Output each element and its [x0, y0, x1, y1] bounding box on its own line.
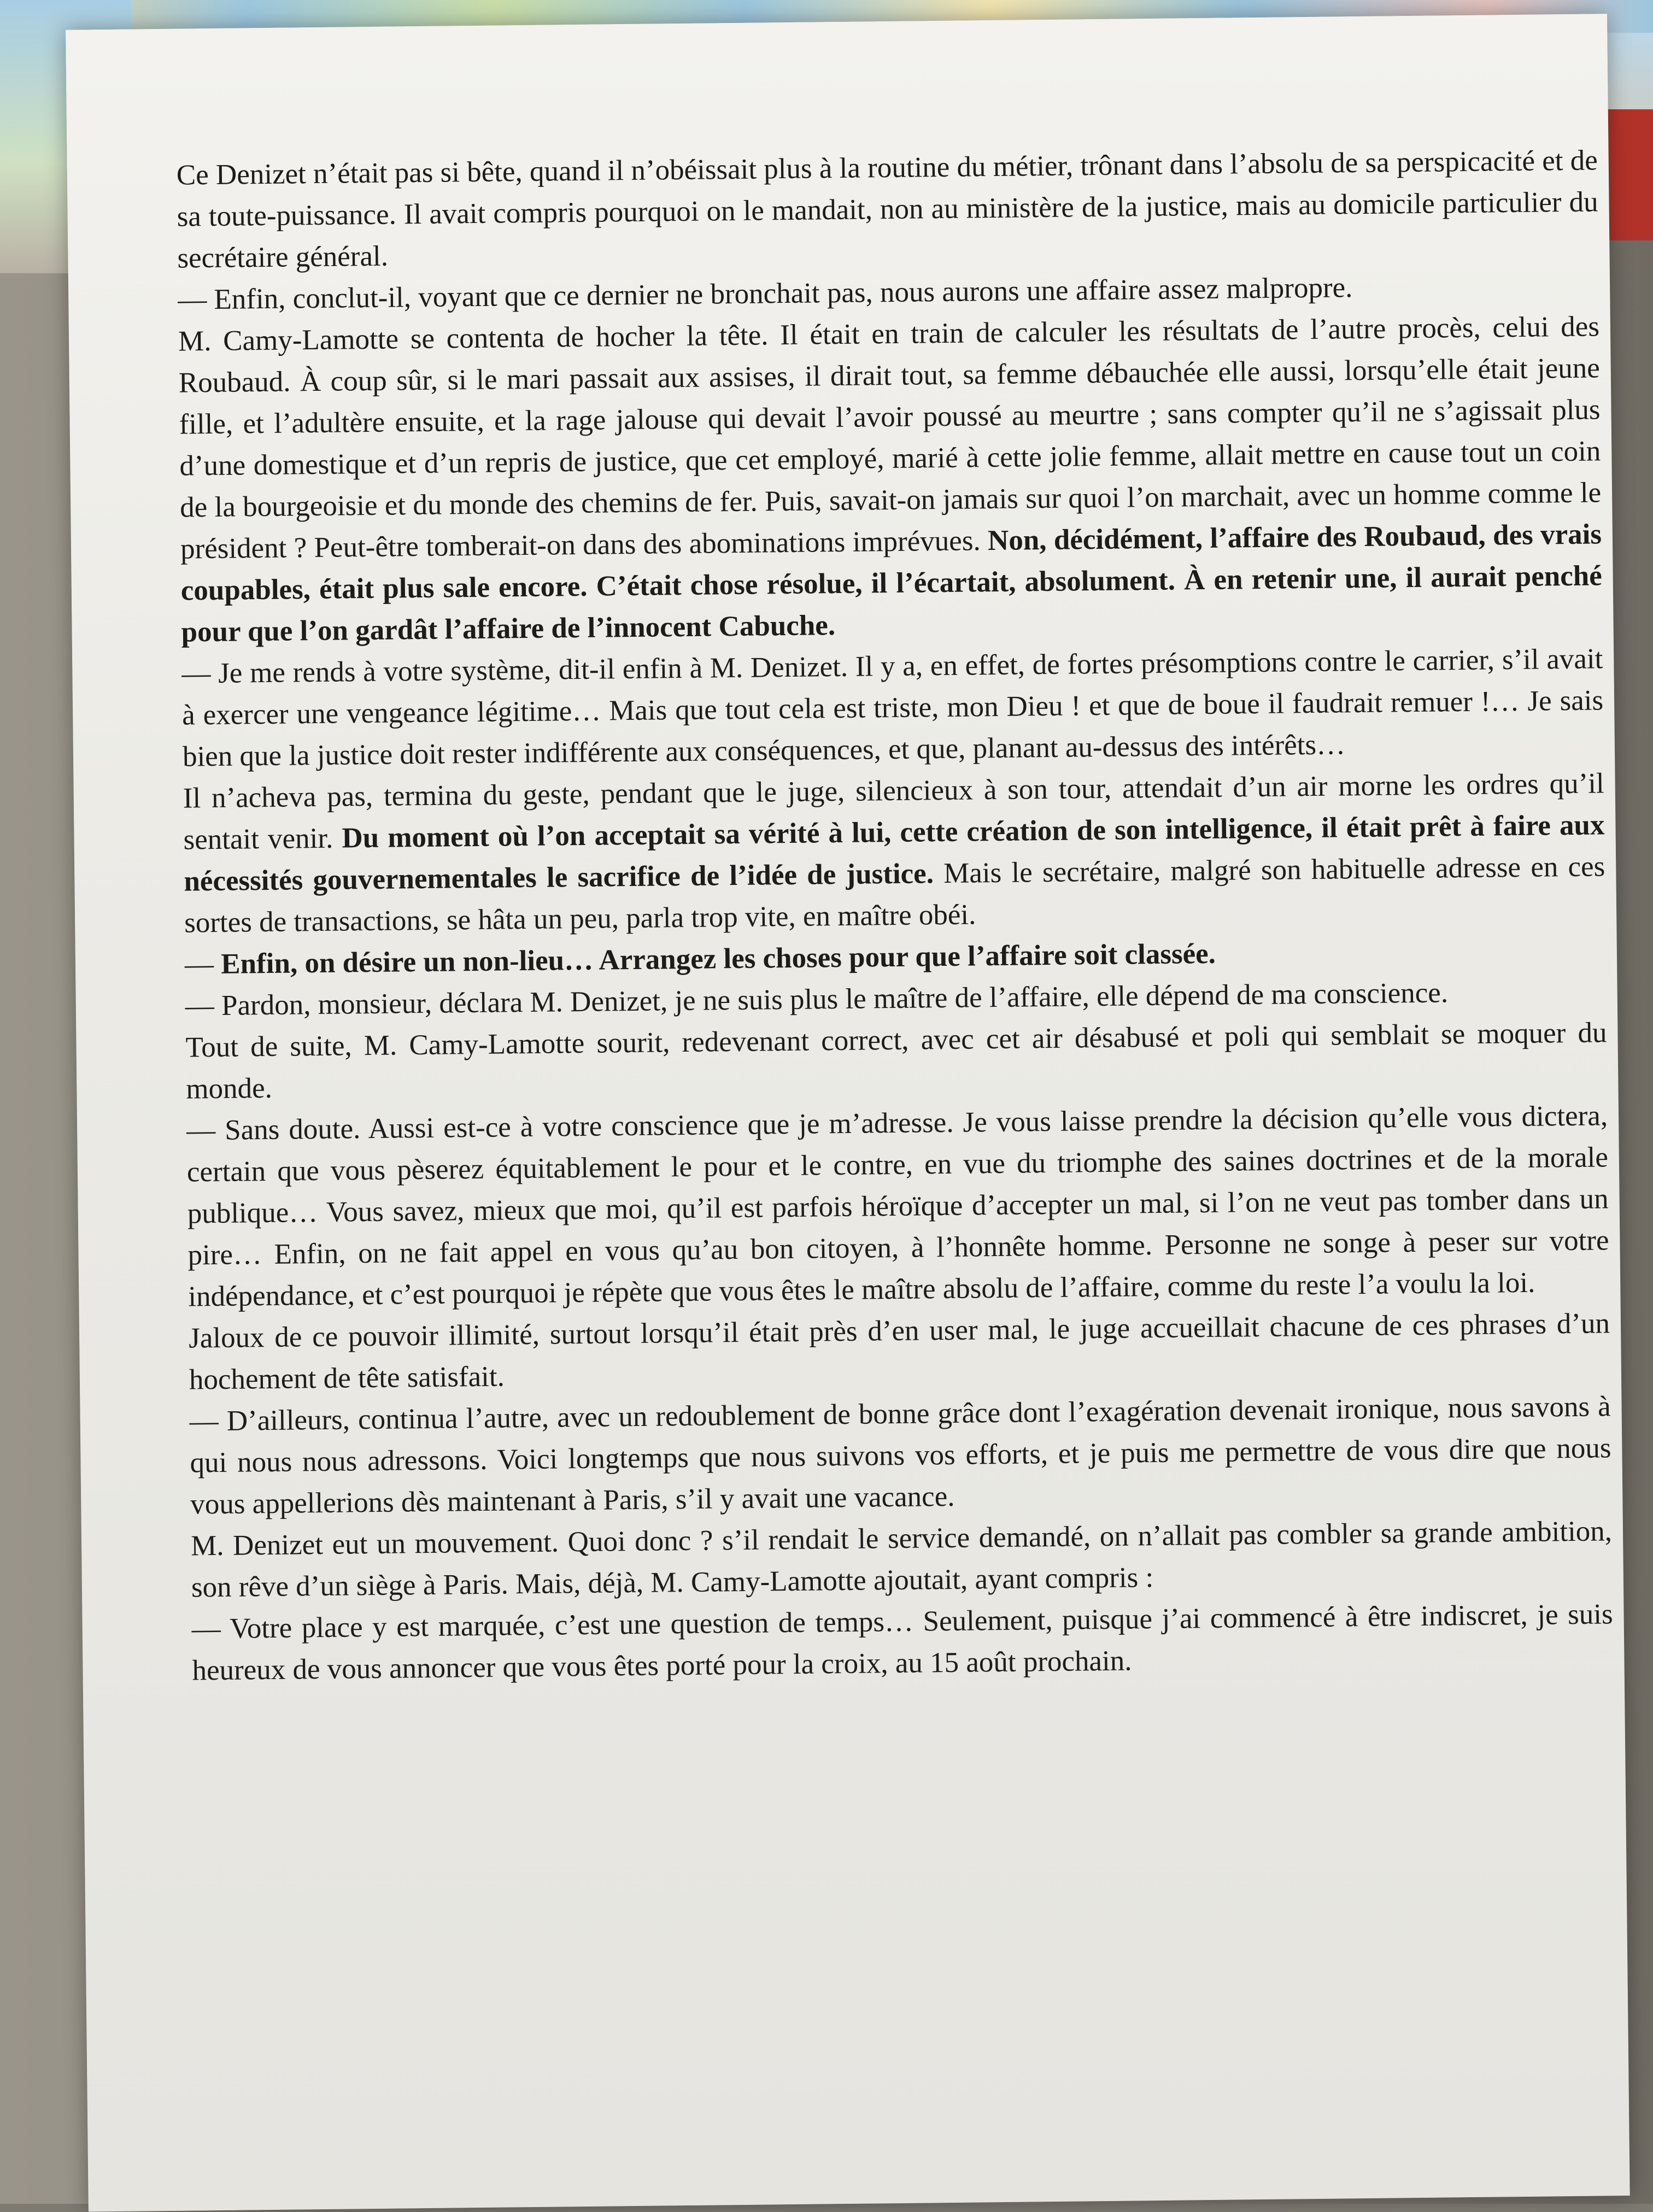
paragraph: — D’ailleurs, continua l’autre, avec un redoublement de bonne grâce dont l’exagération devenait ironique, nous savons à qui nous nous adressons. Voici longtemps que nous suivons vos efforts, et je puis me permettre de vous dire que nous vous appellerions dès maintenant à Paris, s’il y avait une vacance.: [189, 1390, 1611, 1521]
paragraph: — Enfin, conclut-il, voyant que ce dernier ne bronchait pas, nous aurons une affaire assez malpropre.: [177, 272, 1353, 316]
paragraph: M. Denizet eut un mouvement. Quoi donc ? s’il rendait le service demandé, on n’allait pas combler sa grande ambition, son rêve d’un siège à Paris. Mais, déjà, M. Camy-Lamotte ajoutait, ayant compris :: [190, 1515, 1613, 1604]
paragraph: Il n’acheva pas, termina du geste, pendant que le juge, silencieux à son tour, attendait d’un air morne les ordres qu’il sentait venir. Du moment où l’on acceptait sa vérité à lui, cette création de son intelligence, il était prêt à faire aux nécessités gouvernementales le sacrifice de l’idée de justice. Mais le secrétaire, malgré son habituelle adresse en ces sortes de transactions, se hâta un peu, parla trop vite, en maître obéi.: [183, 767, 1605, 939]
paragraph: Ce Denizet n’était pas si bête, quand il n’obéissait plus à la routine du métier, trônant dans l’absolu de sa perspicacité et de sa toute-puissance. Il avait compris pourquoi on le mandait, non au ministère de la justice, mais au domicile particulier du secrétaire général.: [176, 144, 1598, 274]
paragraph: — Sans doute. Aussi est-ce à votre conscience que je m’adresse. Je vous laisse prendre la décision qu’elle vous dictera, certain que vous pèserez équitablement le pour et le contre, en vue du triomphe des saines doctrines et de la morale publique… Vous savez, mieux que moi, qu’il est parfois héroïque d’accepter un mal, si l’on ne veut pas tomber dans un pire… Enfin, on ne fait appel en vous qu’au bon citoyen, à l’honnête homme. Personne ne songe à peser sur votre indépendance, et c’est pourquoi je répète que vous êtes le maître absolu de l’affaire, comme du reste l’a voulu la loi.: [186, 1100, 1609, 1313]
paragraph: — Je me rends à votre système, dit-il enfin à M. Denizet. Il y a, en effet, de fortes présomptions contre le carrier, s’il avait à exercer une vengeance légitime… Mais que tout cela est triste, mon Dieu ! et que de boue il faudrait remuer !… Je sais bien que la justice doit rester indifférente aux conséquences, et que, planant au-dessus des intérêts…: [181, 643, 1604, 773]
printed-page: [66, 14, 1630, 2211]
bold-passage: Non, décidément, l’affaire des Roubaud, des vrais coupables, était plus sale encore. C’était chose résolue, il l’écartait, absolument. À en retenir une, il aurait penché pour que l’on gardât l’affaire de l’innocent Cabuche.: [180, 518, 1602, 648]
bold-passage: Enfin, on désire un non-lieu… Arrangez les choses pour que l’affaire soit classée.: [220, 937, 1216, 980]
paragraph: — Pardon, monsieur, déclara M. Denizet, je ne suis plus le maître de l’affaire, elle dépend de ma conscience.: [185, 977, 1449, 1022]
paragraph: M. Camy-Lamotte se contenta de hocher la tête. Il était en train de calculer les résultats de l’autre procès, celui des Roubaud. À coup sûr, si le mari passait aux assises, il dirait tout, sa femme débauchée elle aussi, lorsqu’elle était jeune fille, et l’adultère ensuite, et la rage jalouse qui devait l’avoir poussé au meurtre ; sans compter qu’il ne s’agissait plus d’une domestique et d’un repris de justice, que cet employé, marié à cette jolie femme, allait mettre en cause tout un coin de la bourgeoisie et du monde des chemins de fer. Puis, savait-on jamais sur quoi l’on marchait, avec un homme comme le président ? Peut-être tomberait-on dans des abominations imprévues. Non, décidément, l’affaire des Roubaud, des vrais coupables, était plus sale encore. C’était chose résolue, il l’écartait, absolument. À en retenir une, il aurait penché pour que l’on gardât l’affaire de l’innocent Cabuche.: [178, 310, 1602, 648]
paragraph: — Votre place y est marquée, c’est une question de temps… Seulement, puisque j’ai commencé à être indiscret, je suis heureux de vous annoncer que vous êtes porté pour la croix, au 15 août prochain.: [191, 1598, 1613, 1687]
bold-passage: Du moment où l’on acceptait sa vérité à lui, cette création de son intelligence, il était prêt à faire aux nécessités gouvernementales le sacrifice de l’idée de justice.: [184, 809, 1605, 897]
page-text: [176, 139, 1613, 1691]
paragraph: — Enfin, on désire un non-lieu… Arrangez les choses pour que l’affaire soit classée.: [184, 937, 1216, 981]
paragraph: Jaloux de ce pouvoir illimité, surtout lorsqu’il était près d’en user mal, le juge accueillait chacune de ces phrases d’un hochement de tête satisfait.: [188, 1307, 1610, 1396]
paragraph: Tout de suite, M. Camy-Lamotte sourit, redevenant correct, avec cet air désabusé et poli qui semblait se moquer du monde.: [185, 1017, 1607, 1105]
